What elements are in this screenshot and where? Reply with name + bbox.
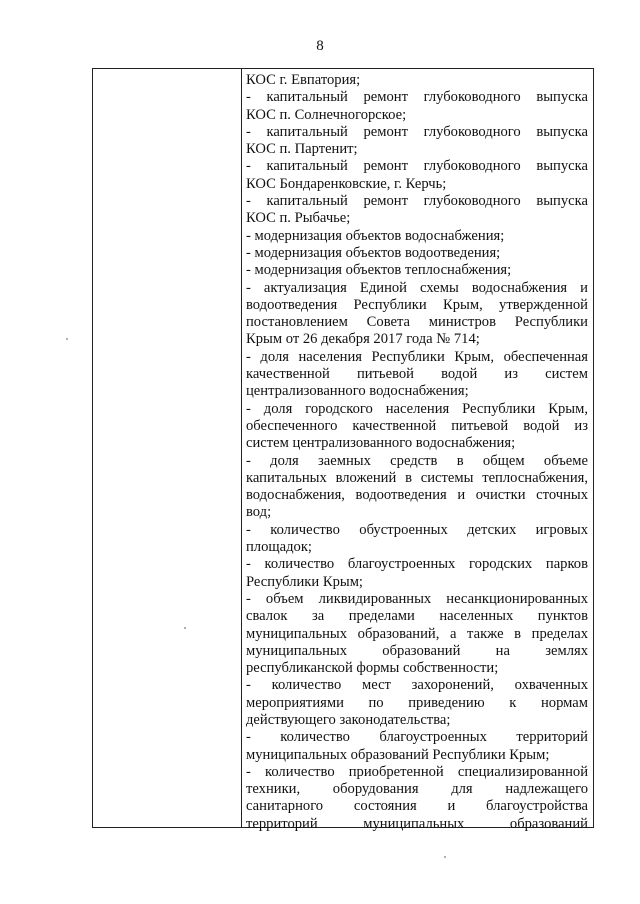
text-line: Республики Крым; — [246, 573, 363, 590]
text-line: - количество мест захоронений, охваченных — [246, 677, 588, 694]
text-line: действующего законодательства; — [246, 711, 451, 728]
scan-speck — [66, 338, 68, 340]
text-line: муниципальных образований Республики Крым; — [246, 746, 550, 763]
text-line: - капитальный ремонт глубоководного выпуска — [246, 123, 588, 140]
text-line: - доля заемных средств в общем объеме — [246, 452, 588, 469]
text-line: - доля городского населения Республики Крым, — [246, 400, 588, 417]
text-line: площадок; — [246, 539, 312, 556]
text-line: постановлением Совета министров Республики — [246, 314, 588, 331]
scan-speck — [444, 856, 446, 858]
text-line: качественной питьевой водой из систем — [246, 366, 588, 383]
text-line: - актуализация Единой схемы водоснабжения и — [246, 279, 588, 296]
text-line: республиканской формы собственности; — [246, 660, 499, 677]
text-line: свалок за пределами населенных пунктов — [246, 608, 588, 625]
text-line: мероприятиями по приведению к нормам — [246, 694, 588, 711]
text-line: - количество благоустроенных городских парков — [246, 556, 588, 573]
text-line: - количество благоустроенных территорий — [246, 729, 588, 746]
text-line: КОС п. Рыбачье; — [246, 210, 351, 227]
text-line: обеспеченного качественной питьевой водой из — [246, 417, 588, 434]
text-line: - модернизация объектов водоотведения; — [246, 244, 501, 261]
column-divider — [241, 69, 242, 827]
text-line: централизованного водоснабжения; — [246, 383, 469, 400]
table-left-cell — [93, 69, 241, 827]
text-line: муниципальных образований, а также в пределах — [246, 625, 588, 642]
text-line: - доля населения Республики Крым, обеспеченная — [246, 348, 588, 365]
text-line: - капитальный ремонт глубоководного выпуска — [246, 89, 588, 106]
text-line: - количество приобретенной специализированной — [246, 763, 588, 780]
text-line: - капитальный ремонт глубоководного выпуска — [246, 158, 588, 175]
text-line: КОС г. Евпатория; — [246, 72, 361, 88]
text-line: КОС Бондаренковские, г. Керчь; — [246, 175, 447, 192]
text-line: КОС п. Партенит; — [246, 141, 358, 158]
text-line: водоотведения Республики Крым, утвержденной — [246, 296, 588, 313]
text-line: санитарного состояния и благоустройства — [246, 798, 588, 815]
page-number: 8 — [316, 38, 324, 54]
text-line: - модернизация объектов водоснабжения; — [246, 227, 505, 244]
text-line: - модернизация объектов теплоснабжения; — [246, 262, 512, 279]
text-line: Крым от 26 декабря 2017 года № 714; — [246, 331, 480, 348]
text-line: вод; — [246, 504, 272, 521]
text-line: систем централизованного водоснабжения; — [246, 435, 516, 452]
text-line: капитальных вложений в системы теплоснабжения, — [246, 469, 588, 486]
text-line: - капитальный ремонт глубоководного выпуска — [246, 193, 588, 210]
text-line: - объем ликвидированных несанкционированных — [246, 590, 588, 607]
text-line: муниципальных образований на землях — [246, 642, 588, 659]
scan-speck — [184, 627, 186, 629]
table-right-cell — [246, 72, 588, 833]
text-line: КОС п. Солнечногорское; — [246, 106, 407, 123]
text-line: - количество обустроенных детских игровых — [246, 521, 588, 538]
document-table — [92, 68, 594, 832]
text-line: водоснабжения, водоотведения и очистки сточных — [246, 487, 588, 504]
text-line: территорий муниципальных образований — [246, 815, 588, 832]
text-line: техники, оборудования для надлежащего — [246, 781, 588, 798]
